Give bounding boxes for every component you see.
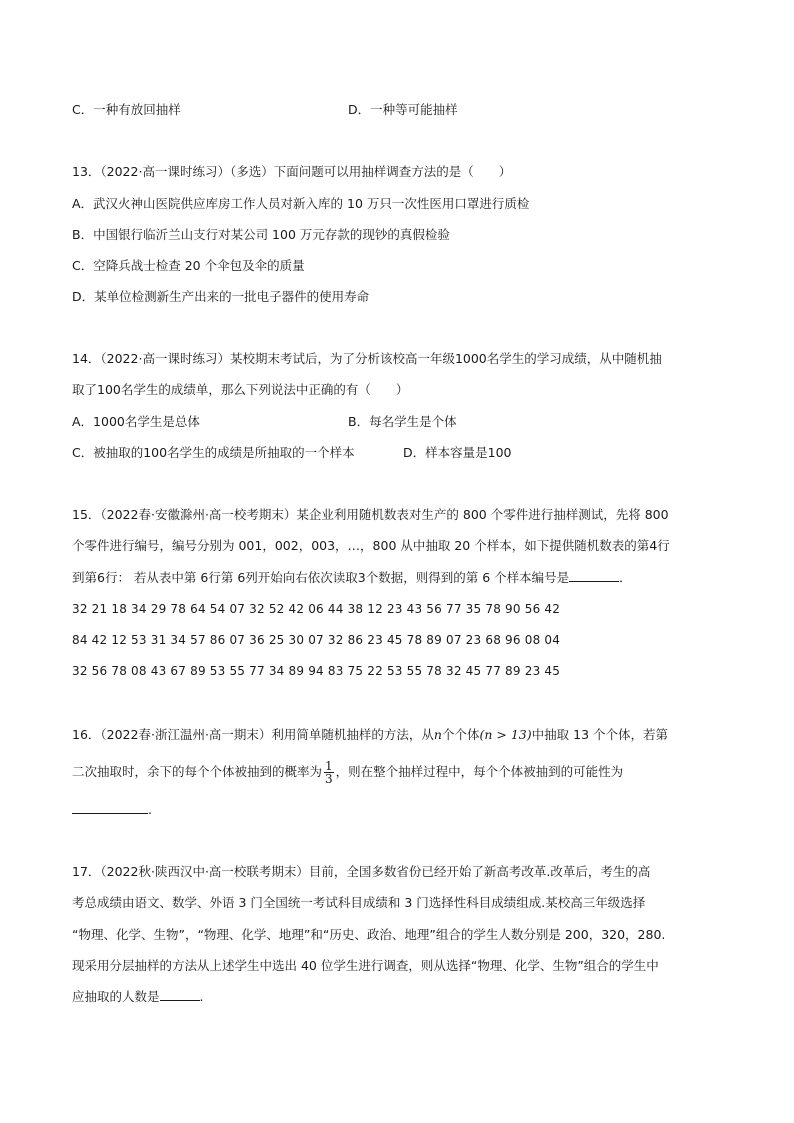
q17-stem-text: 应抽取的人数是 bbox=[72, 989, 160, 1004]
q14-option-d: D．样本容量是100 bbox=[403, 445, 512, 460]
q13-option-b: B．中国银行临沂兰山支行对某公司 100 万元存款的现钞的真假检验 bbox=[72, 227, 450, 242]
q16-text-b: 个个体 bbox=[441, 727, 480, 742]
q14-stem-line2: 取了100名学生的成绩单，那么下列说法中正确的有（ ） bbox=[72, 382, 409, 397]
q14-option-a: A．1000名学生是总体 bbox=[72, 414, 200, 429]
q17-stem-line5 bbox=[72, 988, 204, 1006]
q15-stem-line3 bbox=[72, 569, 632, 587]
random-table-row-5: 84 42 12 53 31 34 57 86 07 36 25 30 07 32 86 23 45 78 89 07 23 68 96 08 04 bbox=[72, 633, 561, 647]
q16-text-d: 二次抽取时，余下的每个个体被抽到的概率为 bbox=[72, 764, 323, 779]
q14-option-c: C．被抽取的100名学生的成绩是所抽取的一个样本 bbox=[72, 445, 355, 460]
q15-stem-end: ． bbox=[619, 570, 632, 585]
q15-answer-blank[interactable] bbox=[569, 569, 619, 582]
q16-stem-line3 bbox=[72, 801, 152, 819]
random-table-row-6: 32 56 78 08 43 67 89 53 55 77 34 89 94 83 75 22 53 55 78 32 45 77 89 23 45 bbox=[72, 664, 561, 678]
q13-option-d: D．某单位检测新生产出来的一批电子器件的使用寿命 bbox=[72, 289, 370, 304]
q16-fraction-numerator: 1 bbox=[325, 759, 333, 773]
q17-stem-line4: 现采用分层抽样的方法从上述学生中选出 40 位学生进行调查，则从选择“物理、化学、生物”组合的学生中 bbox=[72, 958, 659, 973]
q15-stem-line2: 个零件进行编号，编号分别为 001，002，003，…，800 从中抽取 20 个样本，如下提供随机数表的第4行 bbox=[72, 538, 670, 553]
q16-fraction-denominator: 3 bbox=[325, 772, 333, 786]
random-table-row-4: 32 21 18 34 29 78 64 54 07 32 52 42 06 44 38 12 23 43 56 77 35 78 90 56 42 bbox=[72, 602, 561, 616]
q16-answer-blank[interactable] bbox=[72, 801, 148, 814]
q12-option-c: C．一种有放回抽样 bbox=[72, 102, 181, 117]
q12-option-d: D．一种等可能抽样 bbox=[348, 102, 458, 117]
q13-option-a: A．武汉火神山医院供应库房工作人员对新入库的 10 万只一次性医用口罩进行质检 bbox=[72, 196, 530, 211]
q15-stem-text: 到第6行： 若从表中第 6行第 6列开始向右依次读取3个数据，则得到的第 6 个样本编号是 bbox=[72, 570, 570, 585]
q16-stem-end: . bbox=[148, 802, 152, 817]
q14-stem-line1: 14．（2022·高一课时练习）某校期末考试后，为了分析该校高一年级1000名学生的学习成绩，从中随机抽 bbox=[72, 351, 662, 366]
q16-text-c: 中抽取 13 个个体，若第 bbox=[531, 727, 668, 742]
q16-condition: (n > 13) bbox=[479, 727, 532, 742]
q13-option-c: C．空降兵战士检查 20 个伞包及伞的质量 bbox=[72, 258, 305, 273]
q16-fraction bbox=[324, 760, 334, 785]
q16-text-e: ，则在整个抽样过程中，每个个体被抽到的可能性为 bbox=[335, 764, 624, 779]
q17-stem-line3: “物理、化学、生物”，“物理、化学、地理”和“历史、政治、地理”组合的学生人数分别是 200，320，280. bbox=[72, 927, 666, 942]
q13-stem: 13．（2022·高一课时练习）（多选）下面问题可以用抽样调查方法的是（ ） bbox=[72, 164, 512, 179]
q16-stem-line2 bbox=[72, 760, 623, 785]
q17-stem-end: . bbox=[199, 989, 204, 1004]
q16-var-n: n bbox=[433, 727, 442, 742]
q17-stem-line2: 考总成绩由语文、数学、外语 3 门全国统一考试科目成绩和 3 门选择性科目成绩组成.某校高三年级选择 bbox=[72, 895, 646, 910]
q16-stem-line1 bbox=[72, 726, 668, 744]
q15-stem-line1: 15．（2022春·安徽滁州·高一校考期末）某企业利用随机数表对生产的 800 个零件进行抽样测试，先将 800 bbox=[72, 507, 669, 522]
q17-stem-line1: 17．（2022秋·陕西汉中·高一校联考期末）目前，全国多数省份已经开始了新高考改革.改革后，考生的高 bbox=[72, 864, 651, 879]
q17-answer-blank[interactable] bbox=[160, 988, 200, 1001]
q14-option-b: B．每名学生是个体 bbox=[348, 414, 457, 429]
q16-text-a: 16．（2022春·浙江温州·高一期末）利用简单随机抽样的方法，从 bbox=[72, 727, 434, 742]
